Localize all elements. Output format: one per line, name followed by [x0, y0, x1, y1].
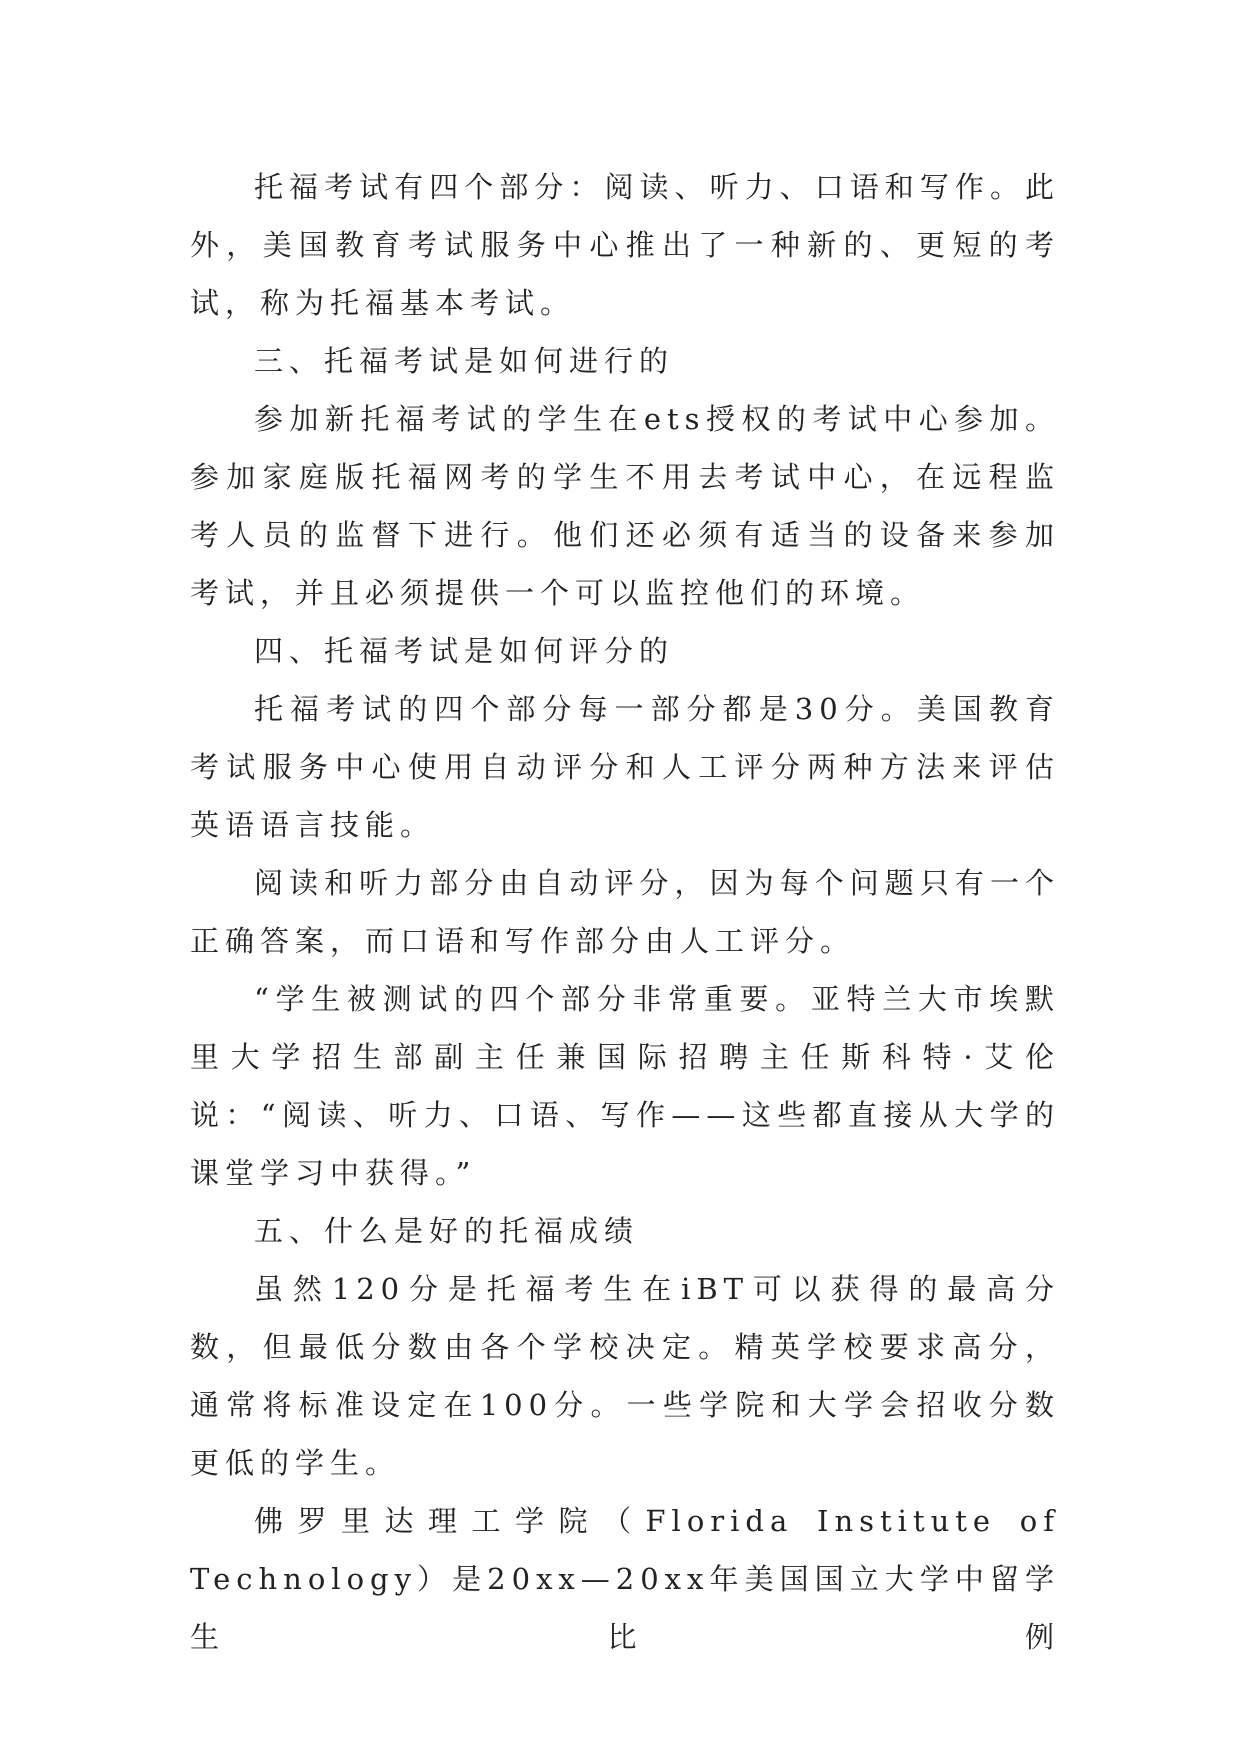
heading-how-toefl-is-scored: 四、托福考试是如何评分的: [254, 634, 675, 668]
paragraph-toefl-sections: 托福考试有四个部分：阅读、听力、口语和写作。此外，美国教育考试服务中心推出了一种新的、更短的考试，称为托福基本考试。: [190, 170, 1060, 320]
paragraph-quote-emory: “学生被测试的四个部分非常重要。亚特兰大市埃默里大学招生部副主任兼国际招聘主任斯科特·艾伦说：“阅读、听力、口语、写作——这些都直接从大学的课堂学习中获得。”: [190, 982, 1060, 1190]
paragraph-test-centers: 参加新托福考试的学生在ets授权的考试中心参加。参加家庭版托福网考的学生不用去考试中心，在远程监考人员的监督下进行。他们还必须有适当的设备来参加考试，并且必须提供一个可以监控他们的环境。: [190, 402, 1060, 610]
paragraph-scoring-methods: 托福考试的四个部分每一部分都是30分。美国教育考试服务中心使用自动评分和人工评分两种方法来评估英语语言技能。: [190, 692, 1060, 842]
heading-how-toefl-is-taken: 三、托福考试是如何进行的: [254, 344, 675, 378]
paragraph-florida-tech: 佛罗里达理工学院（Florida Institute of Technology）是20xx—20xx年美国国立大学中留学生比例: [190, 1504, 1060, 1654]
paragraph-score-requirements: 虽然120分是托福考生在iBT可以获得的最高分数，但最低分数由各个学校决定。精英学校要求高分，通常将标准设定在100分。一些学院和大学会招收分数更低的学生。: [190, 1272, 1060, 1480]
paragraph-auto-vs-human-scoring: 阅读和听力部分由自动评分，因为每个问题只有一个正确答案，而口语和写作部分由人工评分。: [190, 866, 1060, 958]
document-body: [190, 158, 1060, 1666]
heading-good-toefl-score: 五、什么是好的托福成绩: [254, 1214, 640, 1248]
